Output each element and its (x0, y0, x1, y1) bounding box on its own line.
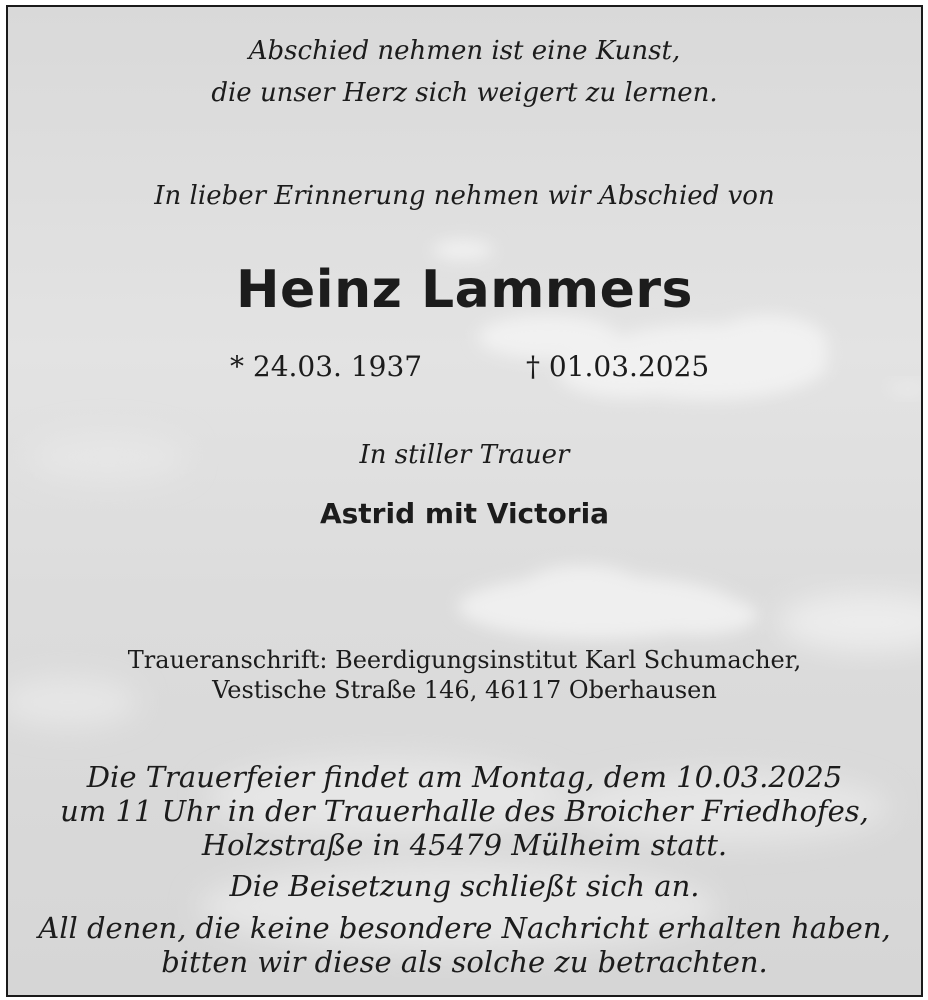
address-line-1: Traueranschrift: Beerdigungsinstitut Karl Schumacher, (127, 646, 802, 674)
burial-note: Die Beisetzung schließt sich an. (229, 869, 700, 903)
mourners-names: Astrid mit Victoria (319, 497, 610, 530)
death-date: † 01.03.2025 (526, 350, 710, 383)
intro-text: In lieber Erinnerung nehmen wir Abschied von (154, 181, 775, 211)
mourning-phrase: In stiller Trauer (359, 440, 570, 470)
motto-line-2: die unser Herz sich weigert zu lernen. (211, 78, 718, 108)
ceremony-line-1: Die Trauerfeier findet am Montag, dem 10.03.2025 (86, 760, 843, 794)
birth-date: * 24.03. 1937 (230, 350, 423, 383)
notice-line-1: All denen, die keine besondere Nachricht erhalten haben, (38, 911, 891, 945)
notice-line-2: bitten wir diese als solche zu betrachten. (161, 945, 768, 979)
deceased-name: Heinz Lammers (236, 260, 693, 320)
ceremony-line-3: Holzstraße in 45479 Mülheim statt. (201, 828, 728, 862)
obituary-notice (6, 5, 923, 997)
ceremony-line-2: um 11 Uhr in der Trauerhalle des Broicher Friedhofes, (60, 794, 869, 828)
motto-line-1: Abschied nehmen ist eine Kunst, (248, 36, 681, 66)
address-line-2: Vestische Straße 146, 46117 Oberhausen (212, 676, 717, 704)
